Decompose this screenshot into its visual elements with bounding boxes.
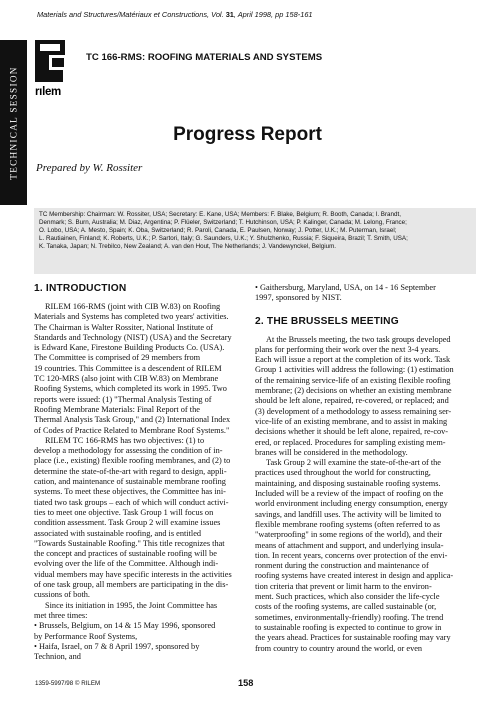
text-line: ronment during the construction and maintenance of bbox=[255, 561, 429, 571]
text-line: determine the state-of-the-art with regard to design, appli- bbox=[34, 466, 227, 476]
rilem-logo-text: rılem bbox=[35, 86, 61, 98]
text-line: 1997, sponsored by NIST. bbox=[255, 293, 342, 303]
footer-code: 1359-5997/98 © RILEM bbox=[35, 680, 101, 687]
text-line: Each will issue a report at the completion of its work. Task bbox=[255, 355, 451, 365]
text-line: place (i.e., existing) flexible roofing membranes, and (2) to bbox=[34, 456, 231, 466]
text-line: Roofing Membrane Materials: Final Report of the bbox=[34, 404, 200, 414]
text-line: reports were issued: (1) "Thermal Analysis Testing of bbox=[34, 394, 212, 404]
text-line: • Haifa, Israel, on 7 & 8 April 1997, sponsored by bbox=[34, 641, 200, 651]
journal-issue: , April 1998, pp 158-161 bbox=[233, 10, 313, 19]
text-line: Technion, and bbox=[34, 652, 81, 662]
text-line: Materials and Systems has completed two years' activities. bbox=[34, 312, 229, 322]
text-line: met three times: bbox=[34, 610, 88, 620]
text-line: Group 1 activities will address the following: (1) estimation bbox=[255, 365, 454, 375]
text-line: of the remaining service-life of an existing flexible roofing bbox=[255, 375, 451, 385]
text-line: should be left alone, repaired, re-covered, or replaced; and bbox=[255, 396, 449, 406]
text-line: The Committee is comprised of 29 members from bbox=[34, 353, 201, 363]
journal-citation bbox=[37, 10, 477, 19]
text-line: (3) development of a methodology to assess remaining ser- bbox=[255, 406, 452, 416]
text-line: The Chairman is Walter Rossiter, National Institute of bbox=[34, 322, 214, 332]
technical-session-band bbox=[0, 40, 27, 205]
page-number: 158 bbox=[238, 678, 254, 688]
text-line: tiated two task groups – each of which will conduct activi- bbox=[34, 497, 229, 507]
text-line: the years ahead. Practices for sustainable roofing may vary bbox=[255, 633, 451, 643]
text-line: "Towards Sustainable Roofing." This title recognizes that bbox=[34, 538, 225, 548]
technical-session-label: TECHNICAL SESSION bbox=[8, 65, 19, 180]
text-line: means of attachment and support, and underlying insula- bbox=[255, 540, 444, 550]
text-line: savings, and landfill uses. The activity will be limited to bbox=[255, 509, 442, 519]
text-line: Standards and Technology (NIST) (USA) and the Secretary bbox=[34, 332, 232, 342]
text-line: sometimes, environmentally-friendly) roofing. The trend bbox=[255, 612, 444, 622]
text-line: is Edward Kane, Firestone Building Products Co. (USA). bbox=[34, 343, 225, 353]
text-line: plans for performing their work over the next 3-4 years. bbox=[255, 344, 441, 354]
journal-volume: 31 bbox=[225, 10, 234, 19]
page-title: Progress Report bbox=[173, 124, 322, 145]
text-line: Since its initiation in 1995, the Joint Committee has bbox=[45, 600, 218, 610]
left-column bbox=[34, 283, 248, 662]
membership-line: L. Rautiainen, Finland; K. Roberts, U.K.; P. Sartori, Italy; G. Saunders, U.K.; Y. Shulzhenko, Russia; F. Siqueira, Brazil; T. Smith, USA; bbox=[39, 235, 408, 243]
text-line: tion criteria that prevent or limit harm to the environ- bbox=[255, 581, 432, 591]
text-line: of Codes of Practice Related to Membrane Roof Systems." bbox=[34, 425, 230, 435]
text-line: • Gaithersburg, Maryland, USA, on 14 - 16 September bbox=[255, 283, 436, 292]
text-line: At the Brussels meeting, the two task groups developed bbox=[266, 334, 451, 344]
text-line: practices used throughout the world for constructing, bbox=[255, 468, 431, 478]
text-line: "waterproofing" in some regions of the world), and their bbox=[255, 530, 443, 540]
membership-line: Denmark; S. Burn, Australia; M. Diaz, Argentina; P. Flüeler, Switzerland; T. Hutchinson, USA; P. Kalinger, Canada; M. Lelong, France; bbox=[39, 219, 407, 227]
text-line: Roofing Systems, which completed its work in 1995. Two bbox=[34, 384, 227, 394]
text-line: by Performance Roof Systems, bbox=[34, 631, 138, 641]
brussels-body bbox=[255, 335, 469, 654]
membership-line: O. Lobo, USA; A. Mesto, Spain; K. Oba, Switzerland; R. Paroli, Canada, E. Paulsen, Norway; J. Potter, U.K.; M. Puterman, Israel; bbox=[39, 227, 397, 235]
committee-title: TC 166-RMS: ROOFING MATERIALS AND SYSTEMS bbox=[86, 52, 323, 63]
membership-line: TC Membership: Chairman: W. Rossiter, USA; Secretary: E. Kane, USA; Members: F. Blake, Belgium; R. Booth, Canada; I. Brandt, bbox=[39, 211, 401, 218]
text-line: vice-life of an existing membrane, and to assist in making bbox=[255, 416, 448, 426]
text-line: develop a methodology for assessing the condition of in- bbox=[34, 446, 223, 456]
brussels-heading: 2. THE BRUSSELS MEETING bbox=[255, 315, 399, 327]
right-column bbox=[255, 283, 469, 654]
text-line: to sustainable roofing is expected to continue to grow in bbox=[255, 622, 442, 632]
text-line: branes will be considered in the methodology. bbox=[255, 447, 408, 457]
text-line: RILEM TC 166-RMS has two objectives: (1) to bbox=[45, 435, 205, 445]
text-line: tion. In recent years, concerns over protection of the envi- bbox=[255, 550, 448, 560]
text-line: RILEM 166-RMS (joint with CIB W.83) on Roofing bbox=[45, 302, 221, 311]
membership-box bbox=[34, 208, 476, 274]
text-line: the concept and practices of sustainable roofing will be bbox=[34, 549, 217, 559]
text-line: Thermal Analysis Task Group," and (2) International Index bbox=[34, 415, 231, 425]
text-line: roofing systems have created interest in design and applica- bbox=[255, 571, 454, 581]
text-line: of one task group, all members are participating in the dis- bbox=[34, 580, 229, 590]
prepared-by: Prepared by W. Rossiter bbox=[36, 162, 143, 174]
intro-heading: 1. INTRODUCTION bbox=[34, 283, 127, 294]
text-line: Included will be a review of the impact of roofing on the bbox=[255, 489, 444, 499]
text-line: Task Group 2 will examine the state-of-the-art of the bbox=[266, 458, 441, 468]
text-line: ment. Such practices, which also consider the life-cycle bbox=[255, 592, 440, 602]
text-line: membrane; (2) decisions on whether an existing membrane bbox=[255, 386, 452, 396]
text-line: ties to meet one objective. Task Group 1 will focus on bbox=[34, 507, 214, 517]
membership-line: K. Tanaka, Japan; N. Trebilco, New Zealand; A. van den Hout, The Netherlands; J. Vandewynckel, Belgium. bbox=[39, 243, 337, 251]
text-line: TC 120-MRS (also joint with CIB W.83) on Membrane bbox=[34, 374, 219, 384]
journal-name: Materials and Structures/Matériaux et Constructions, Vol. bbox=[37, 10, 224, 19]
text-line: • Brussels, Belgium, on 14 & 15 May 1996, sponsored bbox=[34, 621, 216, 631]
intro-body bbox=[34, 302, 248, 662]
text-line: world environment including energy consumption, energy bbox=[255, 499, 448, 509]
text-line: from country to country around the world, or even bbox=[255, 643, 423, 653]
text-line: cussions of both. bbox=[34, 590, 91, 600]
text-line: 19 countries. This Committee is a descendent of RILEM bbox=[34, 363, 222, 373]
text-line: systems. To meet these objectives, the Committee has ini- bbox=[34, 487, 226, 497]
text-line: associated with sustainable roofing, and is entitled bbox=[34, 528, 202, 538]
text-line: costs of the roofing systems, are called sustainable (or, bbox=[255, 602, 437, 612]
text-line: evolving over the life of the Committee. Although indi- bbox=[34, 559, 219, 569]
meeting-list-continued bbox=[255, 283, 469, 304]
text-line: condition assessment. Task Group 2 will examine issues bbox=[34, 518, 221, 528]
text-line: flexible membrane roofing systems (often referred to as bbox=[255, 519, 440, 529]
text-line: maintaining, and disposing sustainable roofing systems. bbox=[255, 478, 441, 488]
text-line: vidual members may have specific interests in the activities bbox=[34, 569, 232, 579]
text-line: ered, or replaced. Procedures for sampling existing mem- bbox=[255, 437, 446, 447]
text-line: cation, and maintenance of sustainable membrane roofing bbox=[34, 477, 226, 487]
text-line: decisions whether it should be left alone, repaired, re-cov- bbox=[255, 427, 449, 437]
